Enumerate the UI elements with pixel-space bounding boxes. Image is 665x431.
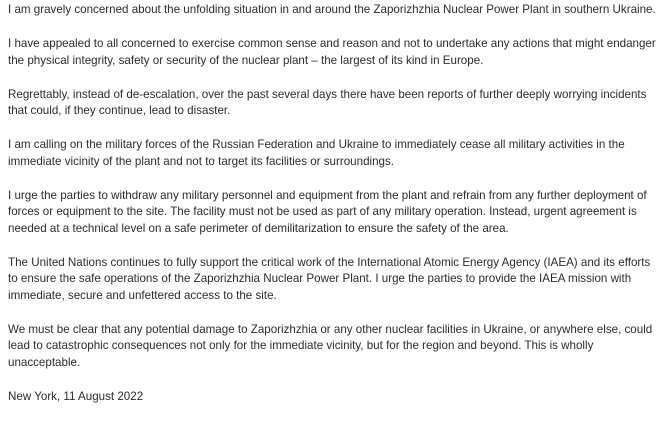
paragraph-appeal: I have appealed to all concerned to exercise common sense and reason and not to undertake any actions that might endanger the physical integrity, safety or security of the nuclear plant – the largest of its kind in Europe. bbox=[8, 37, 656, 67]
dateline: New York, 11 August 2022 bbox=[8, 389, 144, 403]
paragraph-consequences: We must be clear that any potential damage to Zaporizhzhia or any other nuclear facilities in Ukraine, or anywhere else, could lead to catastrophic consequences not only for the immediate vicinity, but for the region and beyond. This is wholly unacceptable. bbox=[8, 322, 653, 369]
paragraph-concern: I am gravely concerned about the unfolding situation in and around the Zaporizhzhia Nuclear Power Plant in southern Ukraine. bbox=[8, 3, 656, 16]
paragraph-withdraw: I urge the parties to withdraw any military personnel and equipment from the plant and refrain from any further deployment of forces or equipment to the site. The facility must not be used as part of any military operation. Instead, urgent agreement is needed at a technical level on a safe perimeter of demilitarization to ensure the safety of the area. bbox=[8, 188, 647, 235]
paragraph-incidents: Regrettably, instead of de-escalation, over the past several days there have been reports of further deeply worrying incidents that could, if they continue, lead to disaster. bbox=[8, 87, 647, 117]
paragraph-iaea-support: The United Nations continues to fully support the critical work of the International Atomic Energy Agency (IAEA) and its efforts to ensure the safe operations of the Zaporizhzhia Nuclear Power Plant. I urge the parties to provide the IAEA mission with immediate, secure and unfettered access to the site. bbox=[8, 255, 651, 302]
paragraph-cease-activities: I am calling on the military forces of the Russian Federation and Ukraine to immediately cease all military activities in the immediate vicinity of the plant and not to target its facilities or surroundings. bbox=[8, 138, 625, 168]
